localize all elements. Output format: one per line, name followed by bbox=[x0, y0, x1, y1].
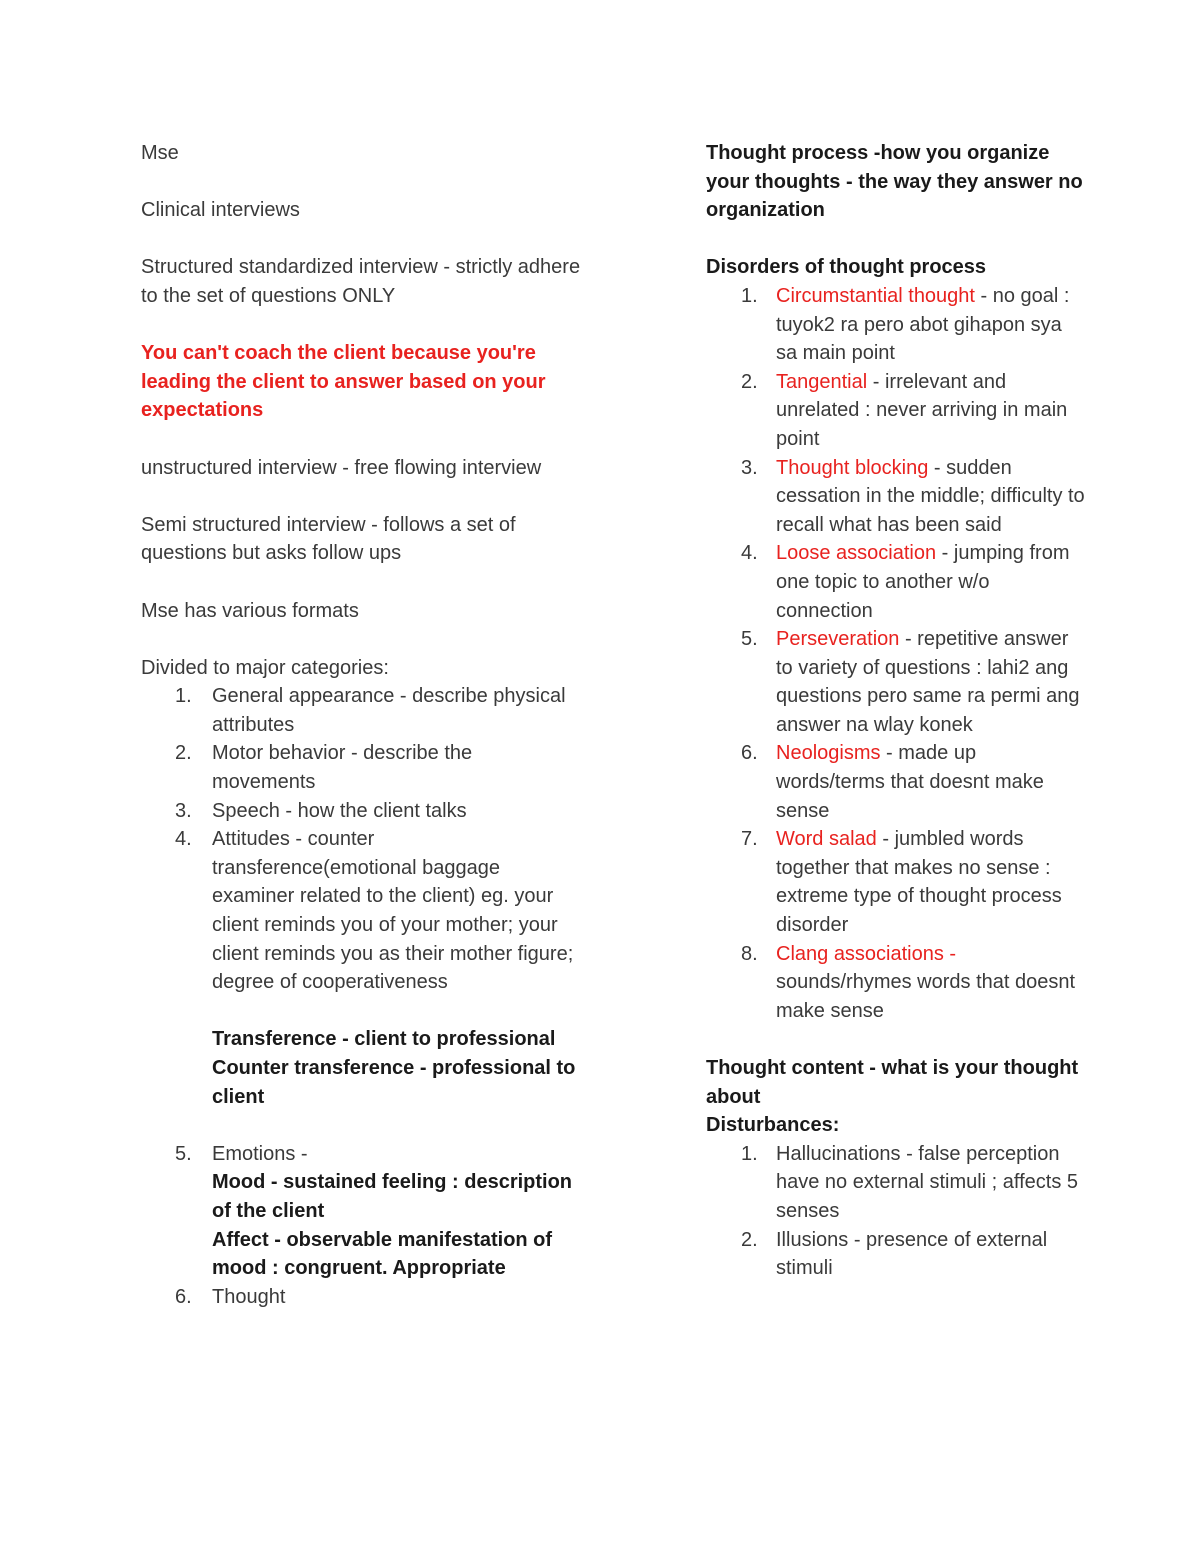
list-item bbox=[141, 739, 581, 796]
list-item bbox=[706, 1140, 1086, 1226]
disorders-list bbox=[706, 282, 1086, 1025]
list-text: Speech - how the client talks bbox=[212, 799, 467, 822]
list-number: 2. bbox=[741, 370, 758, 393]
transference-definition: Transference - client to professional bbox=[212, 1028, 556, 1051]
disorder-term: Clang associations - bbox=[776, 942, 957, 965]
thought-process-heading: Thought process -how you organize your thoughts - the way they answer no organization bbox=[706, 142, 1083, 222]
list-text: Thought bbox=[212, 1285, 286, 1308]
list-text: Illusions - presence of external stimuli bbox=[776, 1228, 1048, 1280]
list-number: 6. bbox=[175, 1285, 192, 1308]
counter-transference-definition: Counter transference - professional to client bbox=[212, 1057, 576, 1108]
disorders-heading: Disorders of thought process bbox=[706, 256, 987, 279]
list-item bbox=[141, 797, 581, 826]
transference-block bbox=[212, 1025, 581, 1111]
coaching-warning: You can't coach the client because you're leading the client to answer based on your expectations bbox=[141, 342, 546, 422]
list-text: Emotions - bbox=[212, 1142, 308, 1165]
disturbances-heading: Disturbances: bbox=[706, 1114, 840, 1137]
disorder-description: sounds/rhymes words that doesnt make sense bbox=[776, 971, 1076, 1022]
list-item bbox=[706, 625, 1086, 739]
list-number: 1. bbox=[175, 685, 192, 708]
disorder-term: Word salad bbox=[776, 828, 877, 851]
list-item bbox=[706, 940, 1086, 1026]
disorder-description: - no goal : tuyok2 ra pero abot gihapon sya sa main point bbox=[776, 284, 1070, 365]
list-item bbox=[706, 368, 1086, 454]
list-number: 1. bbox=[741, 1142, 758, 1165]
structured-interview-text: Structured standardized interview - strictly adhere to the set of questions ONLY bbox=[141, 256, 581, 307]
doc-title: Mse bbox=[141, 142, 179, 164]
list-item bbox=[141, 1140, 581, 1283]
list-number: 7. bbox=[741, 828, 758, 851]
disorder-term: Neologisms bbox=[776, 742, 881, 765]
clinical-interviews-heading: Clinical interviews bbox=[141, 199, 300, 222]
list-item bbox=[706, 1226, 1086, 1283]
list-item bbox=[706, 539, 1086, 625]
categories-list bbox=[141, 682, 581, 1311]
list-number: 5. bbox=[175, 1142, 192, 1165]
list-number: 4. bbox=[741, 542, 758, 565]
disorder-term: Perseveration bbox=[776, 628, 900, 651]
list-number: 3. bbox=[741, 456, 758, 479]
disorder-description: - jumping from one topic to another w/o connection bbox=[776, 542, 1070, 622]
list-number: 4. bbox=[175, 828, 192, 851]
unstructured-interview-text: unstructured interview - free flowing interview bbox=[141, 456, 542, 479]
list-number: 2. bbox=[741, 1228, 758, 1251]
list-text: Motor behavior - describe the movements bbox=[212, 742, 473, 794]
list-item bbox=[141, 1283, 581, 1312]
right-column bbox=[706, 139, 1086, 1283]
disorder-description: - jumbled words together that makes no sense : extreme type of thought process disorder bbox=[776, 828, 1062, 937]
list-number: 1. bbox=[741, 284, 758, 307]
list-number: 6. bbox=[741, 742, 758, 765]
list-text: Hallucinations - false perception have no external stimuli ; affects 5 senses bbox=[776, 1142, 1079, 1222]
categories-heading: Divided to major categories: bbox=[141, 656, 389, 679]
list-number: 2. bbox=[175, 742, 192, 765]
disorder-term: Circumstantial thought bbox=[776, 284, 975, 307]
list-item bbox=[706, 825, 1086, 939]
list-number: 8. bbox=[741, 942, 758, 965]
disorder-term: Tangential bbox=[776, 370, 868, 393]
list-text: General appearance - describe physical attributes bbox=[212, 685, 566, 736]
disorder-description: - repetitive answer to variety of questions : lahi2 ang questions pero same ra permi ang answer na wlay konek bbox=[776, 628, 1080, 736]
list-item bbox=[706, 454, 1086, 540]
disorder-term: Loose association bbox=[776, 542, 937, 565]
list-item bbox=[706, 739, 1086, 825]
disturbances-list bbox=[706, 1140, 1086, 1283]
mood-definition: Mood - sustained feeling : description of the client bbox=[212, 1171, 573, 1222]
disorder-description: - sudden cessation in the middle; difficulty to recall what has been said bbox=[776, 456, 1085, 536]
left-column bbox=[141, 139, 581, 1311]
list-number: 3. bbox=[175, 799, 192, 822]
formats-text: Mse has various formats bbox=[141, 599, 359, 622]
list-text: Attitudes - counter transference(emotional baggage examiner related to the client) eg. your client reminds you of your mother; your client reminds you as their mother figure; degree of cooperativeness bbox=[212, 828, 574, 994]
list-number: 5. bbox=[741, 628, 758, 651]
list-item bbox=[141, 825, 581, 1111]
semi-structured-interview-text: Semi structured interview - follows a set of questions but asks follow ups bbox=[141, 513, 516, 565]
list-item bbox=[706, 282, 1086, 368]
disorder-description: - irrelevant and unrelated : never arriving in main point bbox=[776, 370, 1068, 450]
thought-content-heading: Thought content - what is your thought about bbox=[706, 1057, 1079, 1108]
affect-definition: Affect - observable manifestation of mood : congruent. Appropriate bbox=[212, 1228, 553, 1280]
disorder-description: - made up words/terms that doesnt make sense bbox=[776, 742, 1044, 822]
list-item bbox=[141, 682, 581, 739]
disorder-term: Thought blocking bbox=[776, 456, 929, 479]
